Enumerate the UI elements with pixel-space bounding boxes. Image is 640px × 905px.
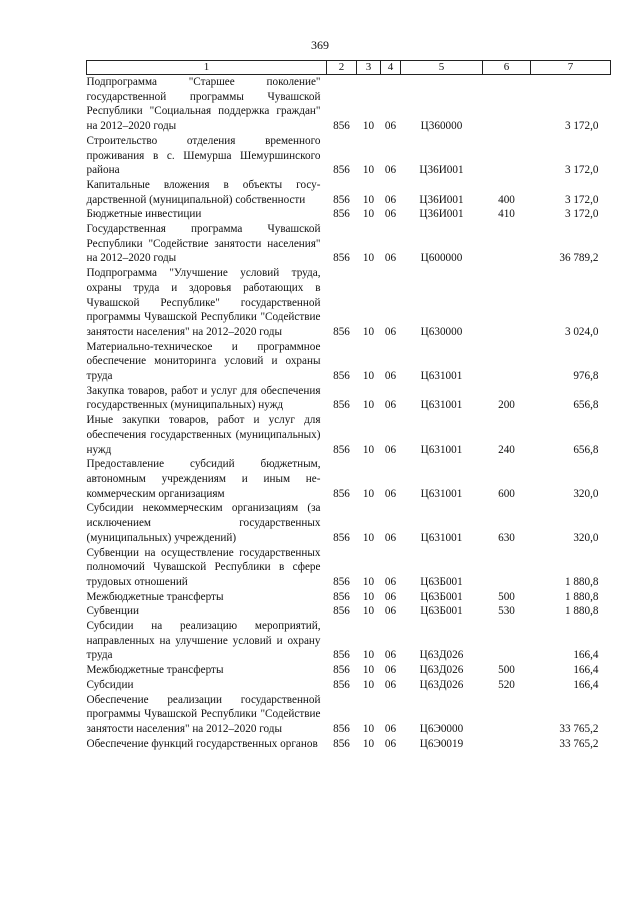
expense-type-cell (483, 222, 531, 266)
ministry-code-cell: 856 (333, 664, 350, 677)
amount-cell: 166,4 (573, 664, 599, 677)
target-article-cell: Ц6Э0019 (419, 737, 464, 750)
amount-cell: 3 172,0 (564, 120, 599, 133)
ministry-code-cell: 856 (333, 193, 350, 206)
ministry-code-cell: 856 (333, 649, 350, 662)
target-article-cell: Ц631001 (420, 487, 463, 500)
target-article-cell: Ц36И001 (419, 208, 464, 221)
table-row (87, 266, 611, 340)
section-code-cell: 10 (362, 325, 375, 338)
section-code-cell: 10 (362, 678, 375, 691)
table-row (87, 663, 611, 678)
ministry-code-cell: 856 (333, 164, 350, 177)
row-name-cell: Обеспечение функций государственных органов (86, 737, 318, 750)
amount-cell: 656,8 (573, 443, 599, 456)
subsection-code-cell: 06 (384, 487, 397, 500)
table-header-row (87, 61, 611, 75)
ministry-code-cell: 856 (333, 443, 350, 456)
column-header: 3 (357, 61, 381, 75)
section-code-cell: 10 (362, 164, 375, 177)
target-article-cell: Ц600000 (420, 252, 463, 265)
expense-type-cell (483, 737, 531, 752)
target-article-cell: Ц63Д026 (419, 678, 464, 691)
expense-type-cell (483, 266, 531, 340)
row-name-cell: Подпрограмма "Старшее поколение" государственной программы Чувашской Республики "Социальная поддержка граждан" на 2012–2020 годы (86, 76, 321, 133)
subsection-code-cell: 06 (384, 649, 397, 662)
amount-cell: 3 172,0 (564, 164, 599, 177)
table-row (87, 737, 611, 752)
target-article-cell: Ц63Д026 (419, 649, 464, 662)
ministry-code-cell: 856 (333, 370, 350, 383)
target-article-cell: Ц36И001 (419, 164, 464, 177)
section-code-cell: 10 (362, 208, 375, 221)
section-code-cell: 10 (362, 605, 375, 618)
table-row (87, 340, 611, 384)
row-name-cell: Подпрограмма "Улучшение условий труда, охраны труда и здоровья работающих в Чувашской Республике" государственной программы Чувашской Республики "Содействие занятости населения" на 2012–2020 годы (86, 267, 321, 338)
amount-cell: 3 172,0 (564, 208, 599, 221)
section-code-cell: 10 (362, 722, 375, 735)
row-name-cell: Бюджетные инвестиции (86, 208, 202, 221)
target-article-cell: Ц630000 (420, 325, 463, 338)
column-header: 1 (87, 61, 327, 75)
section-code-cell: 10 (362, 120, 375, 133)
target-article-cell: Ц631001 (420, 370, 463, 383)
expense-type-cell: 240 (498, 443, 515, 456)
row-name-cell: Обеспечение реализации государственной программы Чувашской Республики "Содействие занятости населения" на 2012–2020 годы (86, 693, 321, 735)
table-row (87, 134, 611, 178)
row-name-cell: Закупка товаров, работ и услуг для обеспечения государственных (муниципальных) нужд (86, 384, 321, 412)
row-name-cell: Иные закупки товаров, работ и услуг для обеспечения государственных (муниципальных) нужд (86, 414, 321, 456)
page-number: 369 (311, 38, 329, 52)
subsection-code-cell: 06 (384, 252, 397, 265)
amount-cell: 166,4 (573, 678, 599, 691)
subsection-code-cell: 06 (384, 208, 397, 221)
table-row (87, 678, 611, 693)
row-name-cell: Субсидии некоммерческим организациям (за исключением государственных (муниципальных) учреждений) (86, 502, 321, 544)
row-name-cell: Государственная программа Чувашской Республики "Содействие занятости населения" на 2012–2020 годы (86, 223, 321, 265)
budget-table (86, 60, 611, 751)
expense-type-cell: 630 (498, 531, 515, 544)
table-row (87, 384, 611, 413)
section-code-cell: 10 (362, 370, 375, 383)
table-row (87, 590, 611, 605)
table-row (87, 546, 611, 590)
ministry-code-cell: 856 (333, 590, 350, 603)
subsection-code-cell: 06 (384, 164, 397, 177)
table-row (87, 693, 611, 737)
row-name-cell: Субсидии на реализацию мероприятий, направленных на улучшение условий и охрану труда (86, 620, 321, 662)
table-row (87, 619, 611, 663)
section-code-cell: 10 (362, 487, 375, 500)
target-article-cell: Ц631001 (420, 399, 463, 412)
table-row (87, 222, 611, 266)
row-name-cell: Субвенции (86, 605, 139, 618)
subsection-code-cell: 06 (384, 193, 397, 206)
target-article-cell: Ц63Д026 (419, 664, 464, 677)
subsection-code-cell: 06 (384, 325, 397, 338)
table-row (87, 75, 611, 134)
expense-type-cell: 410 (498, 208, 515, 221)
amount-cell: 1 880,8 (564, 605, 599, 618)
ministry-code-cell: 856 (333, 531, 350, 544)
expense-type-cell: 500 (498, 590, 515, 603)
amount-cell: 33 765,2 (559, 722, 599, 735)
section-code-cell: 10 (362, 399, 375, 412)
expense-type-cell (483, 75, 531, 134)
expense-type-cell (483, 619, 531, 663)
amount-cell: 3 024,0 (564, 325, 599, 338)
subsection-code-cell: 06 (384, 664, 397, 677)
column-header: 2 (327, 61, 357, 75)
subsection-code-cell: 06 (384, 531, 397, 544)
row-name-cell: Межбюджетные трансферты (86, 664, 224, 677)
ministry-code-cell: 856 (333, 487, 350, 500)
target-article-cell: Ц6Э0000 (419, 722, 464, 735)
target-article-cell: Ц360000 (420, 120, 463, 133)
subsection-code-cell: 06 (384, 605, 397, 618)
amount-cell: 33 765,2 (559, 737, 599, 750)
section-code-cell: 10 (362, 649, 375, 662)
subsection-code-cell: 06 (384, 370, 397, 383)
row-name-cell: Материально-техническое и программное обеспечение мониторинга условий и охраны труда (86, 340, 321, 383)
row-name-cell: Капитальные вложения в объекты государственной (муниципальной) собственности (86, 178, 321, 206)
expense-type-cell: 400 (498, 193, 515, 206)
ministry-code-cell: 856 (333, 252, 350, 265)
amount-cell: 656,8 (573, 399, 599, 412)
subsection-code-cell: 06 (384, 120, 397, 133)
subsection-code-cell: 06 (384, 722, 397, 735)
section-code-cell: 10 (362, 737, 375, 750)
amount-cell: 1 880,8 (564, 590, 599, 603)
subsection-code-cell: 06 (384, 443, 397, 456)
column-header: 4 (381, 61, 401, 75)
expense-type-cell: 530 (498, 605, 515, 618)
target-article-cell: Ц631001 (420, 443, 463, 456)
target-article-cell: Ц63Б001 (420, 590, 463, 603)
row-name-cell: Субвенции на осуществление государственных полномочий Чувашской Республики в сфере трудовых отношений (86, 546, 321, 588)
table-row (87, 457, 611, 501)
ministry-code-cell: 856 (333, 325, 350, 338)
table-row (87, 207, 611, 222)
table-row (87, 178, 611, 207)
subsection-code-cell: 06 (384, 590, 397, 603)
ministry-code-cell: 856 (333, 575, 350, 588)
section-code-cell: 10 (362, 664, 375, 677)
expense-type-cell: 500 (498, 664, 515, 677)
row-name-cell: Межбюджетные трансферты (86, 590, 224, 603)
section-code-cell: 10 (362, 443, 375, 456)
amount-cell: 36 789,2 (559, 252, 599, 265)
column-header: 5 (401, 61, 483, 75)
table-row (87, 604, 611, 619)
ministry-code-cell: 856 (333, 737, 350, 750)
ministry-code-cell: 856 (333, 208, 350, 221)
subsection-code-cell: 06 (384, 678, 397, 691)
subsection-code-cell: 06 (384, 575, 397, 588)
table-row (87, 413, 611, 457)
section-code-cell: 10 (362, 575, 375, 588)
amount-cell: 320,0 (573, 487, 599, 500)
section-code-cell: 10 (362, 252, 375, 265)
amount-cell: 1 880,8 (564, 575, 599, 588)
amount-cell: 3 172,0 (564, 193, 599, 206)
ministry-code-cell: 856 (333, 605, 350, 618)
table-body (87, 75, 611, 752)
table-row (87, 501, 611, 545)
target-article-cell: Ц63Б001 (420, 575, 463, 588)
expense-type-cell: 600 (498, 487, 515, 500)
target-article-cell: Ц63Б001 (420, 605, 463, 618)
column-header: 7 (531, 61, 611, 75)
expense-type-cell (483, 134, 531, 178)
subsection-code-cell: 06 (384, 737, 397, 750)
expense-type-cell (483, 693, 531, 737)
expense-type-cell: 520 (498, 678, 515, 691)
row-name-cell: Строительство отделения временного проживания в с. Шемурша Шемуршинского района (86, 134, 321, 177)
row-name-cell: Субсидии (86, 678, 134, 691)
section-code-cell: 10 (362, 590, 375, 603)
amount-cell: 976,8 (573, 370, 599, 383)
target-article-cell: Ц631001 (420, 531, 463, 544)
section-code-cell: 10 (362, 531, 375, 544)
amount-cell: 166,4 (573, 649, 599, 662)
ministry-code-cell: 856 (333, 399, 350, 412)
ministry-code-cell: 856 (333, 120, 350, 133)
amount-cell: 320,0 (573, 531, 599, 544)
row-name-cell: Предоставление субсидий бюджетным, автономным учреждениям и иным некоммерческим организациям (86, 458, 321, 500)
target-article-cell: Ц36И001 (419, 193, 464, 206)
expense-type-cell: 200 (498, 399, 515, 412)
ministry-code-cell: 856 (333, 678, 350, 691)
column-header: 6 (483, 61, 531, 75)
subsection-code-cell: 06 (384, 399, 397, 412)
expense-type-cell (483, 340, 531, 384)
ministry-code-cell: 856 (333, 722, 350, 735)
section-code-cell: 10 (362, 193, 375, 206)
expense-type-cell (483, 546, 531, 590)
